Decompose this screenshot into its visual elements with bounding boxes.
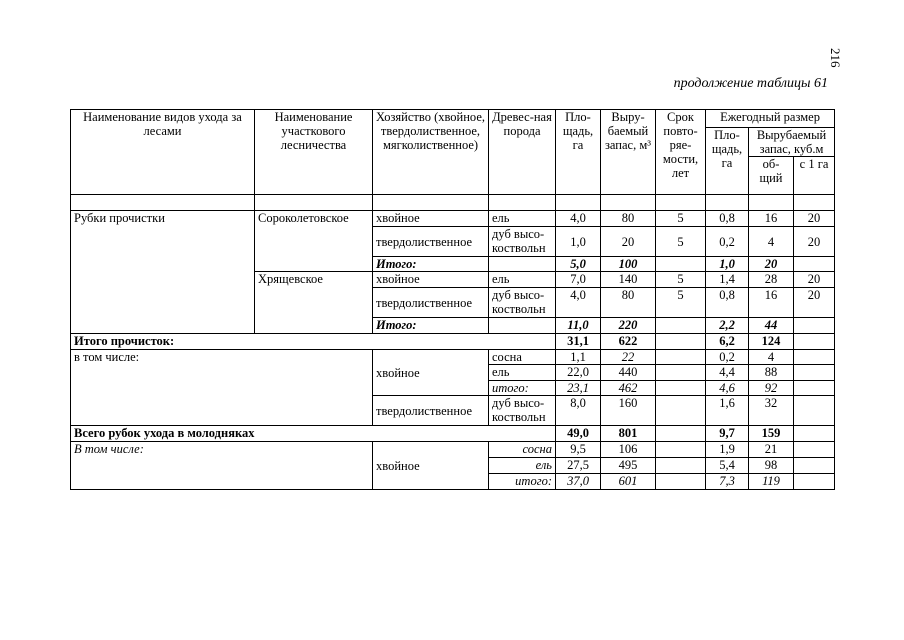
volume-cell: 22	[601, 350, 656, 365]
annual-total-cell: 119	[749, 474, 794, 490]
volume-cell: 80	[601, 288, 656, 318]
volume-cell: 100	[601, 257, 656, 272]
volume-cell: 462	[601, 381, 656, 396]
empty-cell	[656, 350, 706, 365]
annual-area-cell: 1,9	[706, 442, 749, 458]
empty-cell	[489, 195, 556, 211]
header-annual-volume: Вырубаемый запас, куб.м	[749, 128, 835, 157]
empty-cell	[794, 458, 835, 474]
species-cell: итого:	[489, 381, 556, 396]
annual-area-cell: 1,6	[706, 396, 749, 426]
empty-cell	[794, 350, 835, 365]
empty-cell	[255, 195, 373, 211]
annual-area-cell: 4,4	[706, 365, 749, 381]
header-annual-per-ha: с 1 га	[794, 157, 835, 195]
forestry-cell: Сороколетовское	[255, 211, 373, 272]
annual-area-cell: 0,2	[706, 227, 749, 257]
area-cell: 5,0	[556, 257, 601, 272]
species-cell: ель	[489, 458, 556, 474]
annual-per-ha-cell: 20	[794, 288, 835, 318]
empty-cell	[794, 474, 835, 490]
care-type-cell: Рубки прочистки	[71, 211, 255, 334]
area-cell: 23,1	[556, 381, 601, 396]
period-cell: 5	[656, 211, 706, 227]
annual-total-cell: 16	[749, 211, 794, 227]
annual-total-cell: 88	[749, 365, 794, 381]
empty-cell	[656, 381, 706, 396]
header-forestry: Наименование участкового лесничества	[255, 110, 373, 195]
area-cell: 4,0	[556, 211, 601, 227]
empty-cell	[656, 318, 706, 334]
annual-area-cell: 0,2	[706, 350, 749, 365]
area-cell: 22,0	[556, 365, 601, 381]
total-row	[71, 334, 835, 350]
forest-care-table	[70, 109, 835, 490]
species-cell: ель	[489, 272, 556, 288]
area-cell: 8,0	[556, 396, 601, 426]
economy-cell: твердолиственное	[373, 396, 489, 426]
area-cell: 9,5	[556, 442, 601, 458]
annual-area-cell: 1,4	[706, 272, 749, 288]
area-cell: 49,0	[556, 426, 601, 442]
header-economy: Хозяйство (хвойное, твердолиственное, мягколиственное)	[373, 110, 489, 195]
species-cell: ель	[489, 211, 556, 227]
empty-cell	[656, 474, 706, 490]
species-cell: сосна	[489, 350, 556, 365]
header-species: Древес-ная порода	[489, 110, 556, 195]
header-period: Срок повто-ряе-мости, лет	[656, 110, 706, 195]
area-cell: 7,0	[556, 272, 601, 288]
volume-cell: 80	[601, 211, 656, 227]
area-cell: 11,0	[556, 318, 601, 334]
empty-cell	[656, 458, 706, 474]
area-cell: 31,1	[556, 334, 601, 350]
empty-cell	[794, 365, 835, 381]
grand-total-row	[71, 426, 835, 442]
volume-cell: 140	[601, 272, 656, 288]
empty-cell	[794, 334, 835, 350]
header-annual-total: об-щий	[749, 157, 794, 195]
area-cell: 1,1	[556, 350, 601, 365]
including-label: в том числе:	[71, 350, 373, 426]
empty-cell	[794, 396, 835, 426]
annual-total-cell: 159	[749, 426, 794, 442]
species-cell: ель	[489, 365, 556, 381]
empty-cell	[656, 426, 706, 442]
volume-cell: 220	[601, 318, 656, 334]
period-cell: 5	[656, 227, 706, 257]
annual-per-ha-cell: 20	[794, 272, 835, 288]
grand-total-label: Всего рубок ухода в молодняках	[71, 426, 556, 442]
empty-cell	[794, 318, 835, 334]
empty-cell	[656, 334, 706, 350]
empty-cell	[794, 426, 835, 442]
annual-total-cell: 4	[749, 350, 794, 365]
volume-cell: 495	[601, 458, 656, 474]
economy-cell: хвойное	[373, 272, 489, 288]
header-volume: Выру-баемый запас, м³	[601, 110, 656, 195]
empty-cell	[489, 318, 556, 334]
empty-cell	[794, 195, 835, 211]
header-area: Пло-щадь, га	[556, 110, 601, 195]
volume-cell: 622	[601, 334, 656, 350]
annual-area-cell: 0,8	[706, 288, 749, 318]
annual-area-cell: 2,2	[706, 318, 749, 334]
species-cell: дуб высо-коствольн	[489, 288, 556, 318]
continuation-caption: продолжение таблицы 61	[673, 76, 828, 91]
annual-area-cell: 4,6	[706, 381, 749, 396]
annual-total-cell: 21	[749, 442, 794, 458]
economy-cell: хвойное	[373, 442, 489, 490]
empty-cell	[71, 195, 255, 211]
including-label: В том числе:	[71, 442, 373, 490]
total-label: Итого прочисток:	[71, 334, 556, 350]
annual-total-cell: 92	[749, 381, 794, 396]
period-cell: 5	[656, 272, 706, 288]
empty-cell	[749, 195, 794, 211]
volume-cell: 440	[601, 365, 656, 381]
annual-total-cell: 44	[749, 318, 794, 334]
subtotal-label: Итого:	[373, 257, 489, 272]
annual-area-cell: 9,7	[706, 426, 749, 442]
empty-cell	[656, 195, 706, 211]
annual-total-cell: 4	[749, 227, 794, 257]
empty-cell	[794, 442, 835, 458]
annual-area-cell: 6,2	[706, 334, 749, 350]
header-annual: Ежегодный размер	[706, 110, 835, 128]
area-cell: 37,0	[556, 474, 601, 490]
empty-cell	[706, 195, 749, 211]
species-cell: дуб высо-коствольн	[489, 396, 556, 426]
species-cell: дуб высо-коствольн	[489, 227, 556, 257]
species-cell: итого:	[489, 474, 556, 490]
header-annual-area: Пло-щадь, га	[706, 128, 749, 195]
empty-cell	[556, 195, 601, 211]
volume-cell: 106	[601, 442, 656, 458]
annual-area-cell: 5,4	[706, 458, 749, 474]
empty-cell	[794, 381, 835, 396]
annual-total-cell: 98	[749, 458, 794, 474]
empty-cell	[489, 257, 556, 272]
volume-cell: 160	[601, 396, 656, 426]
annual-total-cell: 16	[749, 288, 794, 318]
annual-total-cell: 20	[749, 257, 794, 272]
annual-area-cell: 7,3	[706, 474, 749, 490]
empty-cell	[656, 396, 706, 426]
economy-cell: твердолиственное	[373, 227, 489, 257]
economy-cell: хвойное	[373, 211, 489, 227]
species-cell: сосна	[489, 442, 556, 458]
area-cell: 27,5	[556, 458, 601, 474]
table-row	[71, 350, 835, 365]
table-row	[71, 211, 835, 227]
table-row	[71, 442, 835, 458]
economy-cell: хвойное	[373, 350, 489, 396]
header-care-type: Наименование видов ухода за лесами	[71, 110, 255, 195]
area-cell: 1,0	[556, 227, 601, 257]
annual-total-cell: 124	[749, 334, 794, 350]
annual-per-ha-cell: 20	[794, 227, 835, 257]
annual-total-cell: 28	[749, 272, 794, 288]
area-cell: 4,0	[556, 288, 601, 318]
volume-cell: 20	[601, 227, 656, 257]
annual-area-cell: 0,8	[706, 211, 749, 227]
empty-cell	[373, 195, 489, 211]
volume-cell: 801	[601, 426, 656, 442]
subtotal-label: Итого:	[373, 318, 489, 334]
volume-cell: 601	[601, 474, 656, 490]
empty-cell	[656, 442, 706, 458]
period-cell: 5	[656, 288, 706, 318]
empty-cell	[794, 257, 835, 272]
annual-area-cell: 1,0	[706, 257, 749, 272]
forestry-cell: Хрящевское	[255, 272, 373, 334]
empty-cell	[601, 195, 656, 211]
annual-total-cell: 32	[749, 396, 794, 426]
empty-cell	[656, 257, 706, 272]
economy-cell: твердолиственное	[373, 288, 489, 318]
empty-cell	[656, 365, 706, 381]
annual-per-ha-cell: 20	[794, 211, 835, 227]
page-number: 216	[828, 48, 843, 68]
